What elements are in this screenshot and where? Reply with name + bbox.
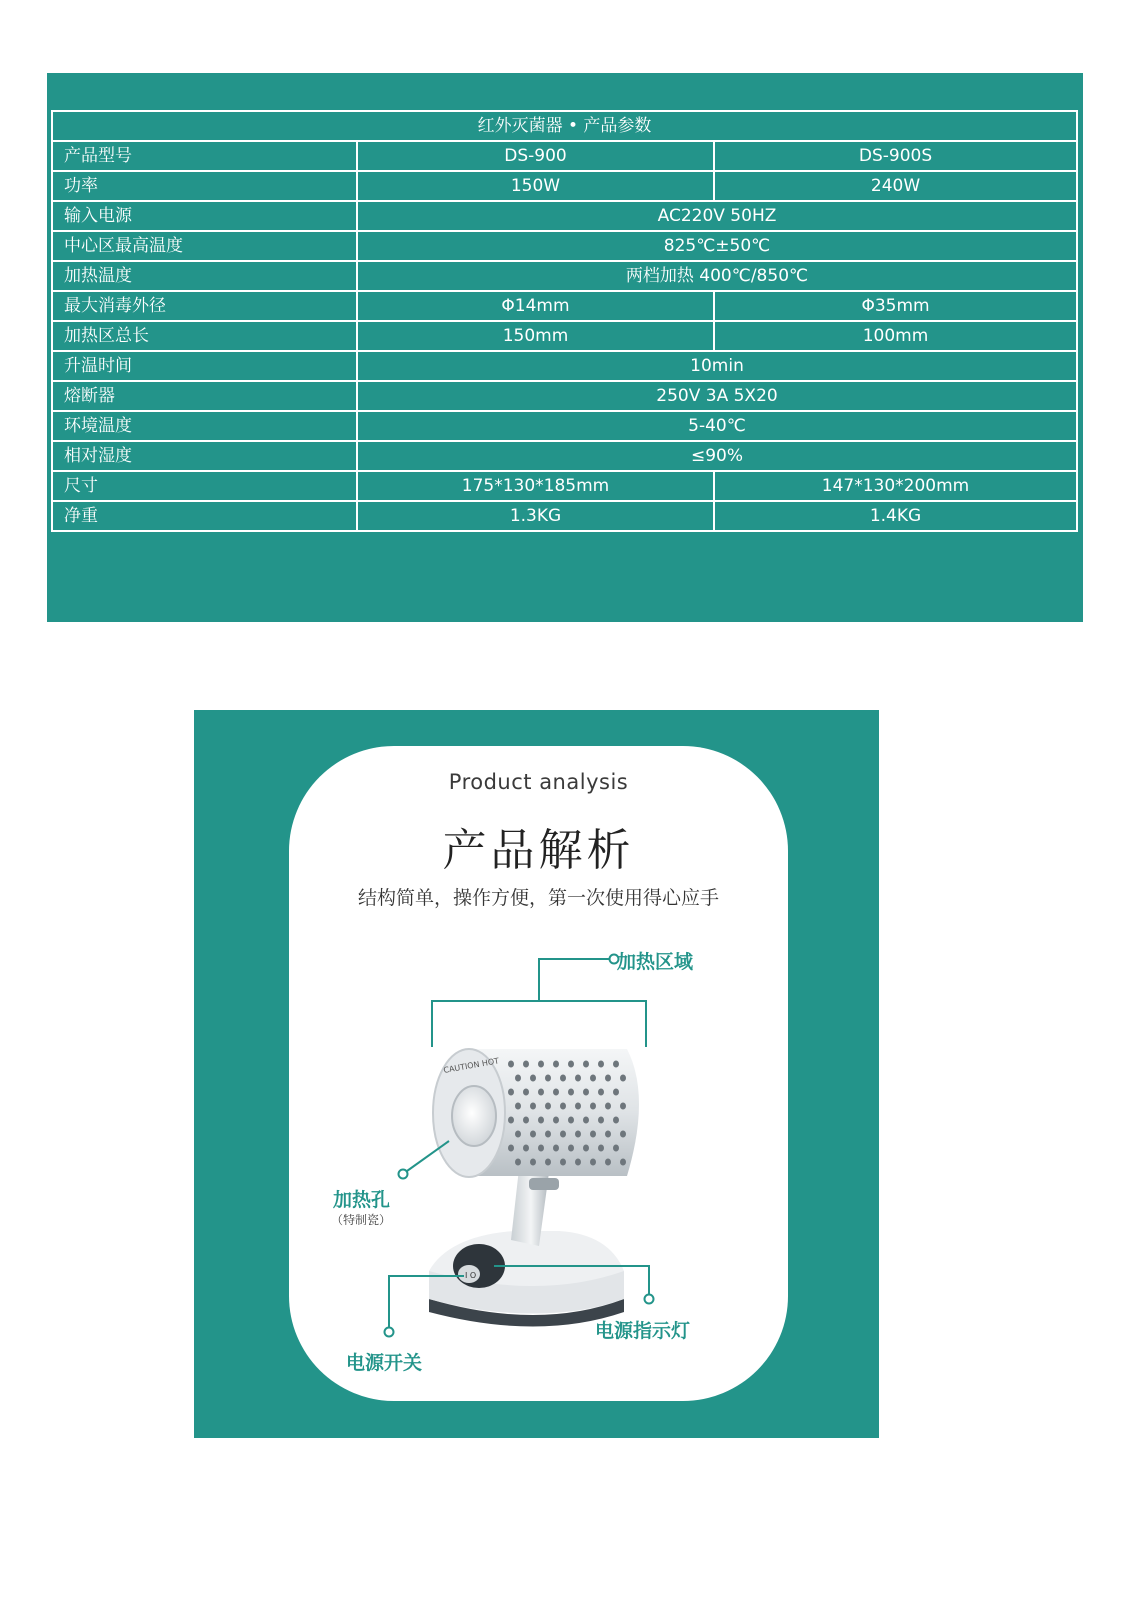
perforation-dot — [523, 1117, 529, 1124]
spec-value-ds900: Φ14mm — [357, 291, 714, 321]
spec-row — [52, 231, 1077, 261]
heating-zone-callout: 加热区域 — [617, 951, 694, 973]
perforation-dot — [538, 1145, 544, 1152]
heating-hole-note: （特制瓷） — [331, 1213, 392, 1227]
perforation-dot — [590, 1159, 596, 1166]
spec-label: 产品型号 — [52, 141, 357, 171]
spec-label: 熔断器 — [52, 381, 357, 411]
analysis-card — [289, 746, 788, 1401]
spec-value: 250V 3A 5X20 — [357, 381, 1077, 411]
perforation-dot — [590, 1075, 596, 1082]
caution-hot-label: CAUTION HOT — [442, 1056, 500, 1075]
perforation-dot — [530, 1103, 536, 1110]
spec-value-ds900s: 240W — [714, 171, 1077, 201]
perforation-dot — [583, 1145, 589, 1152]
spec-value-ds900: 150mm — [357, 321, 714, 351]
svg-text:I O: I O — [465, 1271, 477, 1280]
perforation-dot — [523, 1061, 529, 1068]
spec-value-ds900: 175*130*185mm — [357, 471, 714, 501]
spec-value: ≤90% — [357, 441, 1077, 471]
spec-row — [52, 141, 1077, 171]
perforation-dot — [515, 1103, 521, 1110]
perforation-dot — [538, 1061, 544, 1068]
spec-label: 加热区总长 — [52, 321, 357, 351]
perforation-dot — [515, 1075, 521, 1082]
perforation-dot — [530, 1159, 536, 1166]
spec-row — [52, 201, 1077, 231]
power-switch-callout: 电源开关 — [346, 1352, 423, 1374]
spec-value: 5-40℃ — [357, 411, 1077, 441]
perforation-dot — [613, 1117, 619, 1124]
spec-row — [52, 411, 1077, 441]
perforation-dot — [583, 1089, 589, 1096]
spec-value-ds900s: 100mm — [714, 321, 1077, 351]
spec-value-ds900s: DS-900S — [714, 141, 1077, 171]
perforation-dot — [508, 1061, 514, 1068]
perforation-dot — [553, 1145, 559, 1152]
spec-row — [52, 291, 1077, 321]
perforation-dot — [590, 1131, 596, 1138]
perforation-dot — [553, 1061, 559, 1068]
perforation-dot — [568, 1061, 574, 1068]
perforation-dot — [620, 1159, 626, 1166]
perforation-dot — [538, 1089, 544, 1096]
spec-row — [52, 351, 1077, 381]
perforation-dot — [530, 1075, 536, 1082]
spec-value-ds900s: 1.4KG — [714, 501, 1077, 531]
spec-value-ds900s: 147*130*200mm — [714, 471, 1077, 501]
perforation-dot — [605, 1131, 611, 1138]
perforation-dot — [508, 1089, 514, 1096]
heating-hole-leader — [399, 1141, 450, 1179]
power-indicator-callout: 电源指示灯 — [595, 1320, 691, 1342]
perforation-dot — [560, 1159, 566, 1166]
perforation-dot — [598, 1061, 604, 1068]
product-illustration — [289, 746, 788, 1401]
perforation-dot — [568, 1145, 574, 1152]
heating-cylinder — [433, 1049, 639, 1177]
perforation-dot — [553, 1089, 559, 1096]
perforation-dot — [530, 1131, 536, 1138]
perforation-dot — [575, 1075, 581, 1082]
perforation-dot — [583, 1117, 589, 1124]
perforation-dot — [515, 1159, 521, 1166]
perforation-dot — [508, 1117, 514, 1124]
perforation-dot — [598, 1089, 604, 1096]
spec-table-body — [52, 141, 1077, 531]
perforation-dot — [620, 1075, 626, 1082]
spec-label: 净重 — [52, 501, 357, 531]
analysis-panel — [194, 710, 879, 1438]
perforation-dot — [575, 1103, 581, 1110]
perforation-dot — [560, 1131, 566, 1138]
spec-label: 最大消毒外径 — [52, 291, 357, 321]
perforation-dot — [613, 1145, 619, 1152]
spec-label: 相对湿度 — [52, 441, 357, 471]
perforation-dot — [560, 1075, 566, 1082]
perforation-dot — [523, 1089, 529, 1096]
perforation-dot — [605, 1159, 611, 1166]
perforation-dot — [575, 1159, 581, 1166]
spec-label: 加热温度 — [52, 261, 357, 291]
spec-label: 功率 — [52, 171, 357, 201]
spec-row — [52, 441, 1077, 471]
spec-row — [52, 171, 1077, 201]
spec-table-header-row — [52, 111, 1077, 141]
perforation-dot — [508, 1145, 514, 1152]
spec-panel — [47, 73, 1083, 622]
perforation-dot — [590, 1103, 596, 1110]
spec-table-title: 红外灭菌器 • 产品参数 — [52, 111, 1077, 141]
spec-value-ds900: 1.3KG — [357, 501, 714, 531]
perforation-dot — [553, 1117, 559, 1124]
spec-label: 尺寸 — [52, 471, 357, 501]
analysis-slogan: 结构简单，操作方便，第一次使用得心应手 — [357, 887, 719, 909]
spec-label: 升温时间 — [52, 351, 357, 381]
spec-row — [52, 501, 1077, 531]
perforation-dot — [620, 1103, 626, 1110]
spec-row — [52, 381, 1077, 411]
spec-label: 输入电源 — [52, 201, 357, 231]
perforation-dot — [613, 1089, 619, 1096]
spec-table — [51, 110, 1078, 532]
perforation-dot — [575, 1131, 581, 1138]
perforation-dot — [538, 1117, 544, 1124]
spec-value: 两档加热 400℃/850℃ — [357, 261, 1077, 291]
perforation-dot — [545, 1159, 551, 1166]
perforation-dot — [613, 1061, 619, 1068]
spec-value: AC220V 50HZ — [357, 201, 1077, 231]
spec-value-ds900: 150W — [357, 171, 714, 201]
spec-row — [52, 471, 1077, 501]
spec-label: 中心区最高温度 — [52, 231, 357, 261]
heating-zone-leader — [432, 955, 646, 1048]
perforation-dot — [560, 1103, 566, 1110]
perforation-dot — [568, 1117, 574, 1124]
perforation-dot — [515, 1131, 521, 1138]
perforation-dot — [598, 1117, 604, 1124]
spec-value-ds900s: Φ35mm — [714, 291, 1077, 321]
analysis-subtitle: Product analysis — [448, 770, 629, 794]
spec-value: 825℃±50℃ — [357, 231, 1077, 261]
spec-value-ds900: DS-900 — [357, 141, 714, 171]
spec-row — [52, 261, 1077, 291]
perforation-dot — [583, 1061, 589, 1068]
perforation-dot — [620, 1131, 626, 1138]
heating-hole-callout: 加热孔 — [333, 1189, 391, 1211]
perforation-dot — [523, 1145, 529, 1152]
perforation-dot — [545, 1103, 551, 1110]
perforation-dot — [545, 1131, 551, 1138]
spec-value: 10min — [357, 351, 1077, 381]
perforation-dot — [598, 1145, 604, 1152]
perforation-dot — [605, 1075, 611, 1082]
spec-label: 环境温度 — [52, 411, 357, 441]
spec-row — [52, 321, 1077, 351]
perforation-dot — [545, 1075, 551, 1082]
perforation-dot — [568, 1089, 574, 1096]
perforation-dot — [605, 1103, 611, 1110]
analysis-title: 产品解析 — [442, 825, 635, 876]
